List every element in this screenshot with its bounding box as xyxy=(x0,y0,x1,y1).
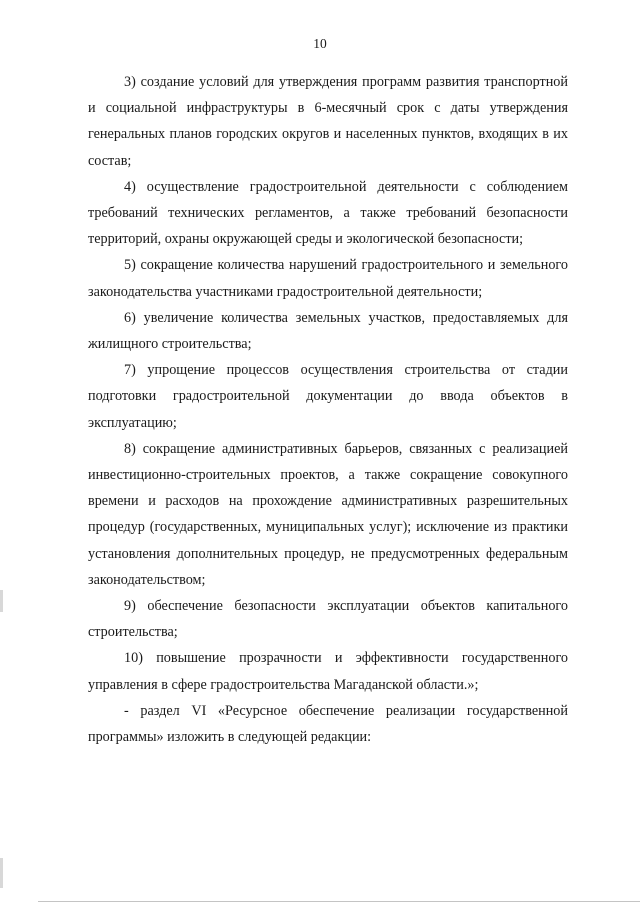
paragraph-item-3: 3) создание условий для утверждения программ развития транспортной и социальной инфраструктуры в 6-месячный срок с даты утверждения генеральных планов городских округов и населенных пунктов, входящих в их состав; xyxy=(88,74,568,169)
scan-bottom-edge-line xyxy=(38,901,640,902)
paragraph-item-8: 8) сокращение административных барьеров, связанных с реализацией инвестиционно-строительных проектов, а также сокращение совокупного времени и расходов на прохождение административных разрешительных процедур (государственных, муниципальных услуг); исключение из практики установления дополнительных процедур, не предусмотренных федеральным законодательством; xyxy=(88,440,568,588)
paragraph-item-7: 7) упрощение процессов осуществления строительства от стадии подготовки градостроительной документации до ввода объектов в эксплуатацию; xyxy=(88,362,568,431)
scan-left-edge-mark xyxy=(0,590,3,612)
paragraph-item-10: 10) повышение прозрачности и эффективности государственного управления в сфере градостроительства Магаданской области.»; xyxy=(88,650,568,693)
page-number: 10 xyxy=(313,36,327,51)
scan-left-edge-mark xyxy=(0,858,3,888)
paragraph-item-5: 5) сокращение количества нарушений градостроительного и земельного законодательства участниками градостроительной деятельности; xyxy=(88,257,568,300)
paragraph-item-6: 6) увеличение количества земельных участков, предоставляемых для жилищного строительства; xyxy=(88,309,568,353)
document-body xyxy=(88,69,568,750)
paragraph-section-vi-amendment: - раздел VI «Ресурсное обеспечение реализации государственной программы» изложить в следующей редакции: xyxy=(88,702,568,746)
paragraph-item-4: 4) осуществление градостроительной деятельности с соблюдением требований технических регламентов, а также требований безопасности территорий, охраны окружающей среды и экологической безопасности; xyxy=(88,178,568,248)
paragraph-item-9: 9) обеспечение безопасности эксплуатации объектов капитального строительства; xyxy=(88,598,568,641)
